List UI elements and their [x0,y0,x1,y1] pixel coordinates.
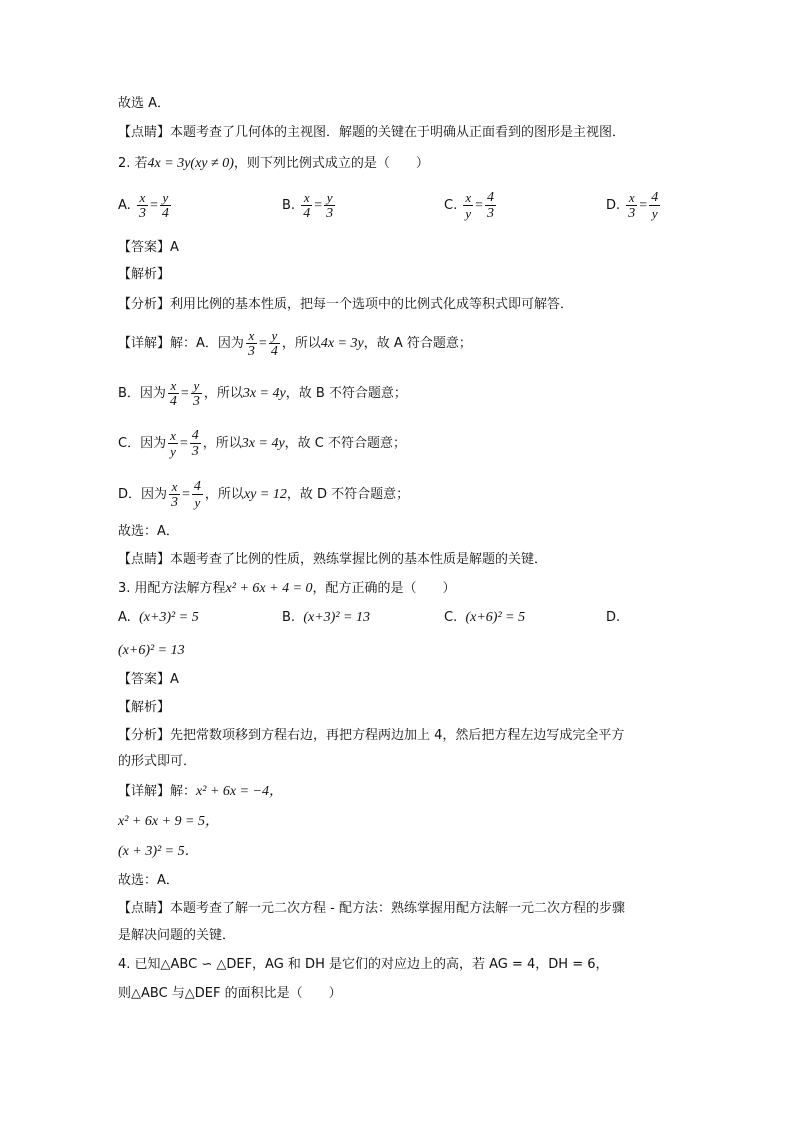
q2-condition: 4x = 3y(xy ≠ 0) [147,156,234,171]
q2-detail-a: 【详解】解：A．因为 $\frac{x}{3}$ = $\frac{y}{4}$ ，所以4x = 3y，故 A 符合题意； [118,328,472,359]
question-4-stem-1: 4. 已知△ABC ∽ △DEF，AG 和 DH 是它们的对应边上的高，若 AG = 4，DH = 6， [118,957,609,972]
q3-dianjing-1: 【点睛】本题考查了解一元二次方程 - 配方法：熟练掌握用配方法解一元二次方程的步骤 [118,901,625,916]
q2-answer: 【答案】A [118,240,179,255]
q3-option-d-expr: (x+6)² = 13 [118,643,185,658]
q2-detail-d: D．因为 $\frac{x}{3}$ = $\frac{4}{y}$ ，所以xy = 12，故 D 不符合题意； [118,479,410,510]
q3-option-b: B. (x+3)² = 13 [282,610,370,625]
q3-choose: 故选：A． [118,873,179,888]
question-2-stem: 2. 若4x = 3y(xy ≠ 0)，则下列比例式成立的是（ ） [118,156,429,171]
q3-option-a: A. (x+3)² = 5 [118,610,199,625]
question-3-stem: 3. 用配方法解方程x² + 6x + 4 = 0，配方正确的是（ ） [118,581,456,596]
q2-option-b: B. $\frac{x}{4}$ = $\frac{y}{3}$ [282,190,334,221]
q3-option-d-label: D. [606,610,621,625]
q3-detail-1: 【详解】解：x² + 6x = −4， [118,784,283,799]
q3-fenxi-1: 【分析】先把常数项移到方程右边，再把方程两边加上 4，然后把方程左边写成完全平方 [118,728,625,743]
q2-option-a: A. $\frac{x}{3}$ = $\frac{y}{4}$ [118,190,169,221]
text-line: 故选 A． [118,96,171,111]
q2-dianjing: 【点睛】本题考查了比例的性质，熟练掌握比例的基本性质是解题的关键． [118,552,548,567]
q3-detail-3: (x + 3)² = 5． [118,844,199,859]
q2-option-c: C. $\frac{x}{y}$ = $\frac{4}{3}$ [444,190,495,221]
q2-option-d: D. $\frac{x}{3}$ = $\frac{4}{y}$ [606,190,659,221]
q2-fenxi: 【分析】利用比例的基本性质，把每一个选项中的比例式化成等积式即可解答． [118,297,574,312]
q3-option-c: C. (x+6)² = 5 [444,610,526,625]
q3-equation: x² + 6x + 4 = 0 [225,581,313,596]
q2-jiexi: 【解析】 [118,267,171,282]
q2-choose: 故选：A． [118,524,179,539]
q3-dianjing-2: 是解决问题的关键． [118,928,236,943]
q3-jiexi: 【解析】 [118,700,171,715]
tag-dianjing: 【点睛】 [118,125,171,140]
q3-fenxi-2: 的形式即可． [118,754,197,769]
q3-answer: 【答案】A [118,672,179,687]
dianjing-line: 【点睛】本题考查了几何体的主视图．解题的关键在于明确从正面看到的图形是主视图． [118,125,626,140]
q3-detail-2: x² + 6x + 9 = 5， [118,814,219,829]
q2-detail-c: C．因为 $\frac{x}{y}$ = $\frac{4}{3}$ ，所以3x = 4y，故 C 不符合题意； [118,428,406,459]
question-4-stem-2: 则△ABC 与△DEF 的面积比是（ ） [118,986,342,1001]
q2-detail-b: B．因为 $\frac{x}{4}$ = $\frac{y}{3}$ ，所以3x = 4y，故 B 不符合题意； [118,378,407,409]
